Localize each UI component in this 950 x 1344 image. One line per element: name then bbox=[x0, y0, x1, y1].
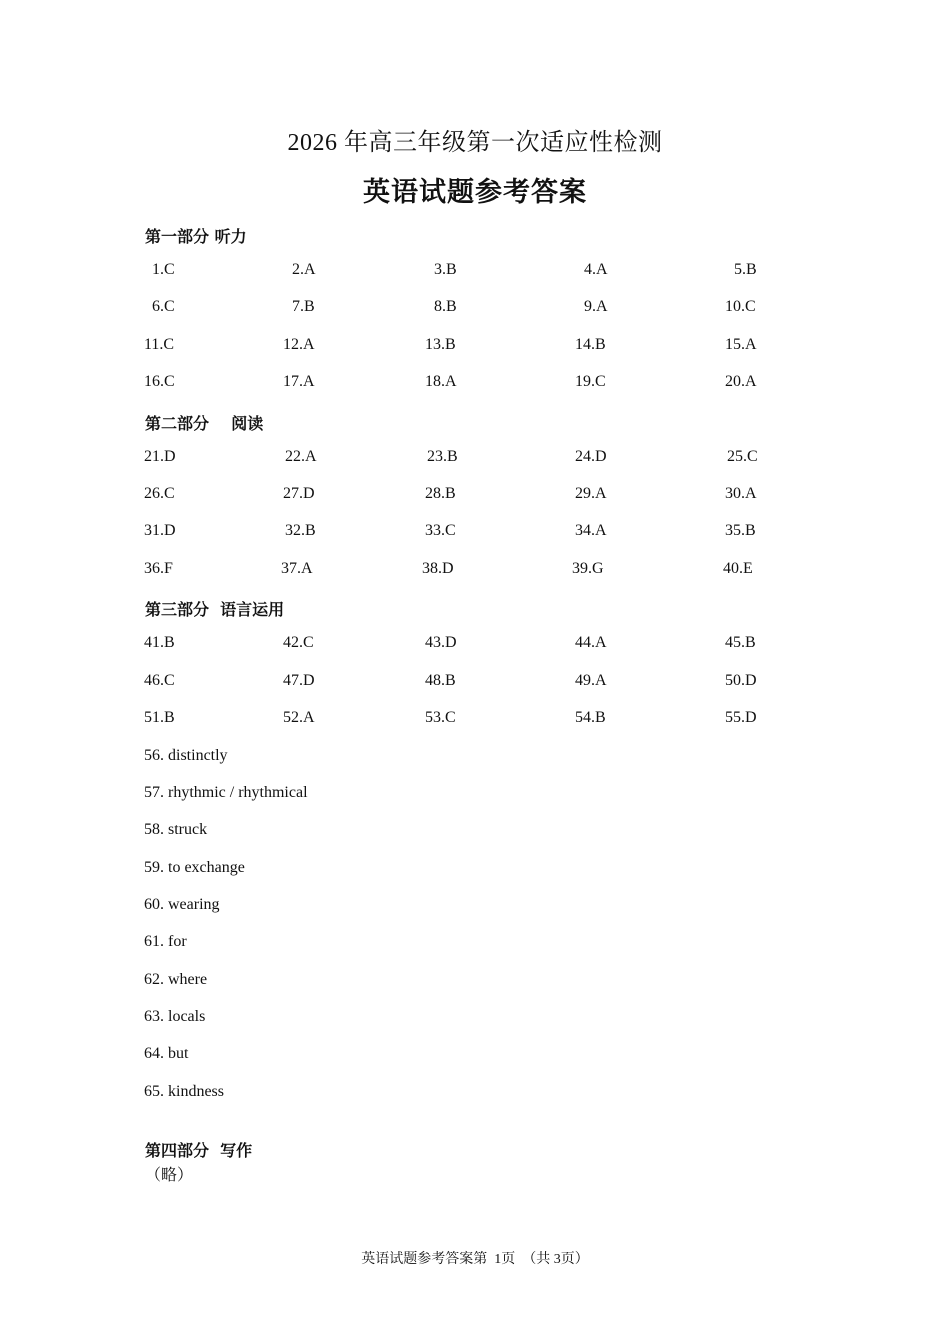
answer-item: 40.E bbox=[723, 560, 753, 577]
answer-item: 17.A bbox=[283, 373, 315, 390]
answer-item: 19.C bbox=[575, 373, 606, 390]
answer-item: 39.G bbox=[572, 560, 604, 577]
answer-item: 7.B bbox=[292, 298, 315, 315]
answer-item: 54.B bbox=[575, 709, 606, 726]
answer-item: 51.B bbox=[144, 709, 175, 726]
answer-item: 14.B bbox=[575, 336, 606, 353]
fill-answer: 58. struck bbox=[144, 821, 208, 838]
answer-row bbox=[0, 261, 950, 285]
answer-item: 10.C bbox=[725, 298, 756, 315]
answer-item: 30.A bbox=[725, 485, 757, 502]
answer-item: 24.D bbox=[575, 448, 607, 465]
page-footer: 英语试题参考答案第 1页 （共 3页） bbox=[361, 1252, 589, 1267]
fill-answer: 64. but bbox=[144, 1045, 189, 1062]
answer-item: 31.D bbox=[144, 522, 176, 539]
answer-item: 37.A bbox=[281, 560, 313, 577]
answer-item: 3.B bbox=[434, 261, 457, 278]
answer-item: 43.D bbox=[425, 634, 457, 651]
answer-row bbox=[0, 336, 950, 360]
answer-item: 55.D bbox=[725, 709, 757, 726]
answer-row bbox=[0, 672, 950, 696]
answer-item: 27.D bbox=[283, 485, 315, 502]
fill-answer: 57. rhythmic / rhythmical bbox=[144, 784, 308, 801]
answer-row bbox=[0, 709, 950, 733]
answer-row bbox=[0, 634, 950, 658]
fill-answer: 56. distinctly bbox=[144, 747, 228, 764]
answer-row bbox=[0, 298, 950, 322]
answer-item: 4.A bbox=[584, 261, 608, 278]
answer-item: 26.C bbox=[144, 485, 175, 502]
answer-row bbox=[0, 560, 950, 584]
answer-row bbox=[0, 522, 950, 546]
answer-row bbox=[0, 485, 950, 509]
answer-item: 49.A bbox=[575, 672, 607, 689]
doc-title: 2026 年高三年级第一次适应性检测 bbox=[287, 130, 663, 156]
answer-item: 53.C bbox=[425, 709, 456, 726]
answer-item: 35.B bbox=[725, 522, 756, 539]
answer-item: 9.A bbox=[584, 298, 608, 315]
fill-answer: 59. to exchange bbox=[144, 859, 245, 876]
answer-item: 46.C bbox=[144, 672, 175, 689]
answer-item: 11.C bbox=[144, 336, 175, 353]
fill-answer: 60. wearing bbox=[144, 896, 220, 913]
answer-item: 23.B bbox=[427, 448, 458, 465]
answer-item: 13.B bbox=[425, 336, 456, 353]
section-heading-language-use: 第三部分 语言运用 bbox=[145, 600, 285, 619]
doc-subtitle: 英语试题参考答案 bbox=[363, 177, 587, 208]
answer-item: 21.D bbox=[144, 448, 176, 465]
answer-item: 33.C bbox=[425, 522, 456, 539]
answer-item: 52.A bbox=[283, 709, 315, 726]
answer-item: 20.A bbox=[725, 373, 757, 390]
answer-item: 15.A bbox=[725, 336, 757, 353]
answer-row bbox=[0, 373, 950, 397]
section-heading-listening: 第一部分 听力 bbox=[145, 227, 247, 246]
answer-item: 1.C bbox=[152, 261, 175, 278]
answer-item: 34.A bbox=[575, 522, 607, 539]
answer-item: 45.B bbox=[725, 634, 756, 651]
answer-item: 25.C bbox=[727, 448, 758, 465]
answer-item: 16.C bbox=[144, 373, 175, 390]
answer-item: 28.B bbox=[425, 485, 456, 502]
answer-item: 12.A bbox=[283, 336, 315, 353]
answer-item: 2.A bbox=[292, 261, 316, 278]
fill-answer: 63. locals bbox=[144, 1008, 206, 1025]
answer-row bbox=[0, 448, 950, 472]
answer-item: 42.C bbox=[283, 634, 314, 651]
answer-item: 8.B bbox=[434, 298, 457, 315]
fill-answer: 61. for bbox=[144, 933, 187, 950]
answer-item: 5.B bbox=[734, 261, 757, 278]
answer-item: 44.A bbox=[575, 634, 607, 651]
answer-item: 47.D bbox=[283, 672, 315, 689]
answer-item: 6.C bbox=[152, 298, 175, 315]
answer-item: 29.A bbox=[575, 485, 607, 502]
answer-item: 32.B bbox=[285, 522, 316, 539]
answer-item: 50.D bbox=[725, 672, 757, 689]
fill-answer: 65. kindness bbox=[144, 1083, 224, 1100]
writing-note: （略） bbox=[145, 1167, 194, 1184]
answer-item: 38.D bbox=[422, 560, 454, 577]
answer-item: 41.B bbox=[144, 634, 175, 651]
answer-item: 48.B bbox=[425, 672, 456, 689]
answer-item: 22.A bbox=[285, 448, 317, 465]
answer-item: 36.F bbox=[144, 560, 173, 577]
section-heading-reading: 第二部分 阅读 bbox=[145, 414, 264, 433]
answer-item: 18.A bbox=[425, 373, 457, 390]
fill-answer: 62. where bbox=[144, 971, 208, 988]
section-heading-writing: 第四部分 写作 bbox=[145, 1141, 253, 1160]
